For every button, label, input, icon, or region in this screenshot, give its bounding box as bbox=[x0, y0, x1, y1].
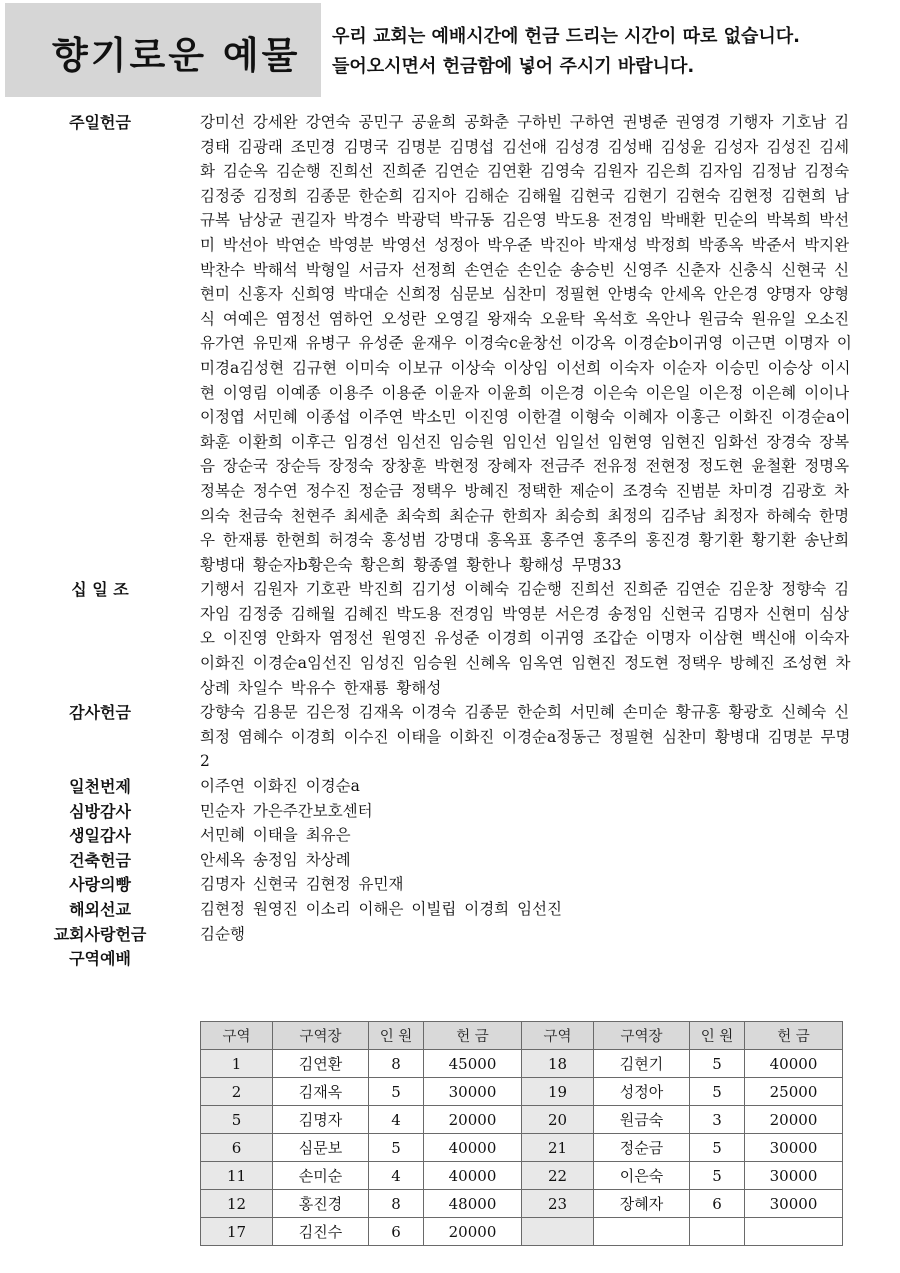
table-cell: 4 bbox=[369, 1162, 424, 1190]
table-cell: 김연환 bbox=[273, 1050, 369, 1078]
section-label: 건축헌금 bbox=[69, 850, 131, 870]
table-cell bbox=[594, 1218, 690, 1246]
table-cell: 4 bbox=[369, 1106, 424, 1134]
section-label: 심방감사 bbox=[69, 801, 131, 821]
column-header: 구역장 bbox=[594, 1022, 690, 1050]
section-label: 주일헌금 bbox=[69, 113, 131, 132]
table-cell: 정순금 bbox=[594, 1134, 690, 1162]
section-label: 구역예배 bbox=[69, 949, 131, 969]
table-cell: 8 bbox=[369, 1050, 424, 1078]
table-header-row bbox=[201, 1022, 843, 1050]
table-row bbox=[201, 1106, 843, 1134]
table-cell: 20000 bbox=[745, 1106, 843, 1134]
table-cell: 5 bbox=[369, 1134, 424, 1162]
table-cell: 20 bbox=[522, 1106, 594, 1134]
table-cell: 김명자 bbox=[273, 1106, 369, 1134]
table-cell: 19 bbox=[522, 1078, 594, 1106]
section-names: 김순행 bbox=[200, 924, 245, 943]
column-header: 헌 금 bbox=[424, 1022, 522, 1050]
table-cell: 45000 bbox=[424, 1050, 522, 1078]
table-cell: 40000 bbox=[424, 1162, 522, 1190]
table-cell: 김진수 bbox=[273, 1218, 369, 1246]
column-header: 인 원 bbox=[690, 1022, 745, 1050]
table-row bbox=[201, 1078, 843, 1106]
page-title: 향기로운 예물 bbox=[52, 34, 301, 77]
table-cell: 5 bbox=[201, 1106, 273, 1134]
table-cell: 22 bbox=[522, 1162, 594, 1190]
table-cell: 장혜자 bbox=[594, 1190, 690, 1218]
table-row bbox=[201, 1134, 843, 1162]
table-cell: 5 bbox=[690, 1050, 745, 1078]
section-building-offering bbox=[0, 848, 900, 873]
table-cell: 5 bbox=[690, 1134, 745, 1162]
notice-line-2: 들어오시면서 헌금함에 넣어 주시기 바랍니다. bbox=[332, 56, 695, 77]
table-cell: 원금숙 bbox=[594, 1106, 690, 1134]
offering-sections bbox=[0, 110, 900, 969]
table-cell: 2 bbox=[201, 1078, 273, 1106]
table-row bbox=[201, 1190, 843, 1218]
table-cell: 5 bbox=[690, 1162, 745, 1190]
section-birthday-thanksgiving bbox=[0, 823, 900, 848]
table-cell: 23 bbox=[522, 1190, 594, 1218]
table-cell: 김재옥 bbox=[273, 1078, 369, 1106]
table-cell: 1 bbox=[201, 1050, 273, 1078]
notice-text bbox=[332, 22, 892, 82]
table-cell: 6 bbox=[201, 1134, 273, 1162]
column-header: 헌 금 bbox=[745, 1022, 843, 1050]
table-cell: 20000 bbox=[424, 1106, 522, 1134]
table-cell: 6 bbox=[690, 1190, 745, 1218]
table-cell: 5 bbox=[690, 1078, 745, 1106]
table-cell: 12 bbox=[201, 1190, 273, 1218]
table-cell: 20000 bbox=[424, 1218, 522, 1246]
table-cell bbox=[745, 1218, 843, 1246]
table-row bbox=[201, 1050, 843, 1078]
table-cell: 6 bbox=[369, 1218, 424, 1246]
column-header: 구역 bbox=[522, 1022, 594, 1050]
section-thousand-burnt-offering bbox=[0, 774, 900, 799]
section-label: 교회사랑헌금 bbox=[53, 924, 147, 944]
section-overseas-mission bbox=[0, 897, 900, 922]
table-cell: 손미순 bbox=[273, 1162, 369, 1190]
table-cell: 18 bbox=[522, 1050, 594, 1078]
section-label: 해외선교 bbox=[69, 900, 131, 919]
section-tithe bbox=[0, 577, 900, 700]
section-thanksgiving bbox=[0, 700, 900, 774]
table-cell: 심문보 bbox=[273, 1134, 369, 1162]
table-cell bbox=[690, 1218, 745, 1246]
column-header: 구역 bbox=[201, 1022, 273, 1050]
section-names: 민순자 가은주간보호센터 bbox=[200, 801, 373, 820]
table-cell: 17 bbox=[201, 1218, 273, 1246]
section-label: 십 일 조 bbox=[71, 580, 129, 600]
table-cell: 40000 bbox=[424, 1134, 522, 1162]
table-cell: 이은숙 bbox=[594, 1162, 690, 1190]
notice-line-1: 우리 교회는 예배시간에 헌금 드리는 시간이 따로 없습니다. bbox=[332, 26, 801, 47]
section-sunday-offering bbox=[0, 110, 900, 577]
column-header: 인 원 bbox=[369, 1022, 424, 1050]
table-cell: 21 bbox=[522, 1134, 594, 1162]
section-names: 이주연 이화진 이경순a bbox=[200, 777, 360, 796]
section-names: 강향숙 김용문 김은정 김재옥 이경숙 김종문 한순희 서민혜 손미순 황규홍 황광호 신혜숙 신희정 염혜수 이경희 이수진 이태을 이화진 이경순a정동근 정필현 심찬미 황병대 김명분 무명2 bbox=[200, 703, 851, 771]
section-names: 안세옥 송정임 차상례 bbox=[200, 850, 351, 869]
section-visit-thanksgiving bbox=[0, 799, 900, 824]
table-cell: 40000 bbox=[745, 1050, 843, 1078]
table-cell: 3 bbox=[690, 1106, 745, 1134]
section-names: 서민혜 이태을 최유은 bbox=[200, 826, 351, 845]
section-label: 사랑의빵 bbox=[69, 875, 131, 895]
table-cell: 48000 bbox=[424, 1190, 522, 1218]
table-cell: 김현기 bbox=[594, 1050, 690, 1078]
table-cell bbox=[522, 1218, 594, 1246]
table-cell: 11 bbox=[201, 1162, 273, 1190]
section-names: 기행서 김원자 기호관 박진희 김기성 이혜숙 김순행 진희선 진희준 김연순 김운창 정향숙 김자임 김정중 김해월 김혜진 박도용 전경임 박영분 서은경 송정임 신현국 김명자 신현미 심상오 이진영 안화자 염정선 원영진 유성준 이경희 이귀영 조갑순 이명자 이삼현 백신애 이숙자 이화진 이경순a임선진 임성진 임승원 신혜옥 임옥연 임현진 정도현 정택우 방혜진 조성현 차상례 차일수 박유수 한재룡 황해성 bbox=[200, 580, 851, 697]
section-label: 생일감사 bbox=[69, 826, 131, 846]
section-label: 감사헌금 bbox=[69, 703, 131, 723]
section-names: 김명자 신현국 김현정 유민재 bbox=[200, 875, 404, 894]
section-bread-of-love bbox=[0, 872, 900, 897]
table-cell: 25000 bbox=[745, 1078, 843, 1106]
district-offering-table bbox=[200, 1021, 843, 1246]
table-cell: 30000 bbox=[745, 1190, 843, 1218]
section-label: 일천번제 bbox=[69, 777, 131, 797]
table-cell: 성정아 bbox=[594, 1078, 690, 1106]
table-row bbox=[201, 1218, 843, 1246]
title-box bbox=[5, 3, 321, 97]
table-cell: 5 bbox=[369, 1078, 424, 1106]
table-cell: 30000 bbox=[424, 1078, 522, 1106]
section-names: 김현정 원영진 이소리 이해은 이빌립 이경희 임선진 bbox=[200, 900, 562, 918]
section-church-love-offering bbox=[0, 922, 900, 947]
table-cell: 30000 bbox=[745, 1134, 843, 1162]
table-cell: 8 bbox=[369, 1190, 424, 1218]
section-names: 강미선 강세완 강연숙 공민구 공윤희 공화춘 구하빈 구하연 권병준 권영경 기행자 기호남 김경태 김광래 조민경 김명국 김명분 김명섭 김선애 김성경 김성배 김성윤 김성자 김성진 김세화 김순옥 김순행 진희선 진희준 김연순 김연환 김영숙 김원자 김은희 김자임 김정남 김정숙 김정중 김정희 김종문 한순희 김지아 김해순 김해월 김현국 김현기 김현숙 김현정 김현희 남규복 남상균 권길자 박경수 박광덕 박규동 김은영 박도용 전경임 박배환 민순의 박복희 박선미 박선아 박연순 박영분 박영선 성정아 박우준 박진아 박재성 박정희 박종옥 박준서 박지완 박찬수 박해석 박형일 서금자 선정희 손연순 손인순 송승빈 신영주 신춘자 신충식 신현국 신현미 신홍자 신희영 박대순 신희정 심문보 심찬미 정필현 안병숙 안세옥 안은경 양명자 양형식 여예은 염정선 염하언 오성란 오영길 왕재숙 오윤탁 옥석호 옥안나 원금숙 원유일 오소진 유가연 유민재 유병구 유성준 윤재우 이경숙c윤창선 이강옥 이경순b이귀영 이근면 이명자 이미경a김성현 김규현 이미숙 이보규 이상숙 이상임 이선희 이숙자 이순자 이승민 이승상 이시현 이영림 이예종 이용주 이용준 이윤자 이윤희 이은경 이은숙 이은일 이은정 이은혜 이이나 이정엽 서민혜 이종섭 이주연 박소민 이진영 이한결 이형숙 이혜자 이홍근 이화진 이경순a이화훈 이환희 이후근 임경선 임선진 임승원 임인선 임일선 임현영 임현진 임화선 장경숙 장복음 장순국 장순득 장정숙 장창훈 박현정 장혜자 전금주 전유정 전현정 정도현 윤철환 정명옥 정복순 정수연 정수진 정순금 정택우 방혜진 정택한 제순이 조경숙 진범분 차미경 김광호 차의숙 천금숙 천현주 최세춘 최숙희 최순규 한희자 최승희 최정의 김주남 최정자 하혜숙 한명우 한재룡 한현희 허경숙 홍성범 강명대 홍옥표 홍주연 홍주의 홍진경 황기환 황기환 송난희 황병대 황순자b황은숙 황은희 황종열 황한나 황해성 무명33 bbox=[200, 113, 852, 574]
table-cell: 홍진경 bbox=[273, 1190, 369, 1218]
table-row bbox=[201, 1162, 843, 1190]
column-header: 구역장 bbox=[273, 1022, 369, 1050]
table-cell: 30000 bbox=[745, 1162, 843, 1190]
